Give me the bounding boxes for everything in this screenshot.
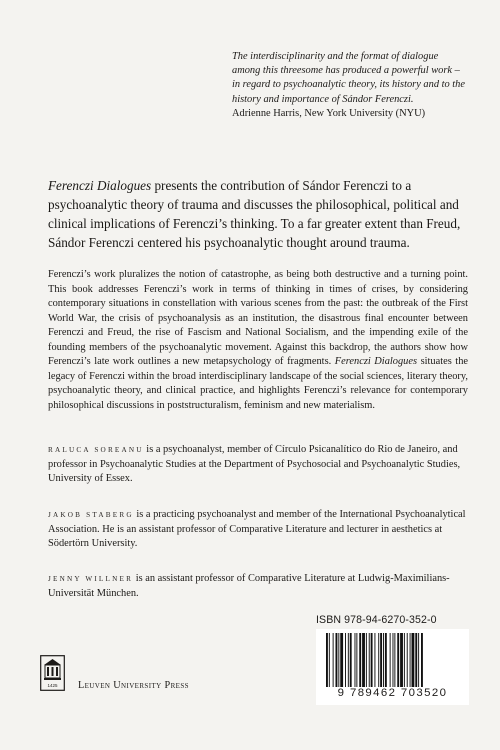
intro-text: presents the contribution of Sándor Ferenczi to a psychoanalytic theory of trauma and discusses the philosophical, political and clinical implications of Ferenczi’s thinking. To a far greater extent than Freud, Sándor Ferenczi centered his psychoanalytic thought around trauma. bbox=[48, 178, 461, 250]
description-part-2: situates the legacy of Ferenczi within the broad interdisciplinary landscape of the social sciences, literary theory, psychoanalytic theory, and clinical practice, and highlights Ferenczi’s relevance for contemporary philosophical discussions in poststructuralism, feminism and new materialism. bbox=[48, 356, 469, 411]
quote-attribution: Adrienne Harris, New York University (NYU) bbox=[232, 107, 426, 119]
endorsement-quote bbox=[232, 50, 468, 121]
intro-paragraph bbox=[48, 176, 468, 252]
author-bio-willner bbox=[48, 572, 468, 601]
description-book-title: Ferenczi Dialogues bbox=[334, 356, 418, 367]
author-bio-text: is a psychoanalyst, member of Círculo Psicanalítico do Rio de Janeiro, and professor in Psychoanalytic Studies at the Department of Psychosocial and Psychoanalytic Studies, University of Essex. bbox=[48, 444, 461, 484]
author-bio-soreanu bbox=[48, 443, 468, 487]
author-bio-staberg bbox=[48, 508, 468, 552]
author-bio-text: is an assistant professor of Comparative Literature at Ludwig-Maximilians-Universität München. bbox=[48, 573, 450, 599]
barcode-digits: 9 789462 703520 bbox=[316, 687, 469, 699]
author-name: JENNY WILLNER bbox=[48, 575, 134, 583]
author-bio-text: is a practicing psychoanalyst and member of the International Psychoanalytical Association. He is an assistant professor of Comparative Literature and lecturer in aesthetics at Södertörn University. bbox=[48, 509, 466, 549]
author-name: RALUCA SOREANU bbox=[48, 446, 144, 454]
intro-book-title: Ferenczi Dialogues bbox=[48, 178, 152, 193]
publisher-name: Leuven University Press bbox=[78, 680, 189, 691]
isbn-label: ISBN 978-94-6270-352-0 bbox=[316, 614, 437, 626]
quote-text: The interdisciplinarity and the format of dialogue among this threesome has produced a powerful work – in regard to psychoanalytic theory, its history and to the history and importance of Sándor Ferenczi. bbox=[232, 51, 465, 105]
description-part-1: Ferenczi’s work pluralizes the notion of catastrophe, as being both destructive and a turning point. This book addresses Ferenczi’s work in terms of thinking in times of crises, by considering contemporary situations in constellation with various scenes from the past: the outbreak of the First World War, the crisis of psychoanalysis as an institution, the disastrous final encounter between Ferenczi and Freud, the rise of Fascism and National Socialism, and the impending exile of the founding members of the psychoanalytic movement. Against this backdrop, the authors show how Ferenczi’s late work outlines a new metapsychology of fragments. bbox=[48, 269, 468, 367]
description-paragraph bbox=[48, 268, 468, 413]
author-name: JAKOB STABERG bbox=[48, 511, 134, 519]
barcode-bars bbox=[322, 633, 463, 689]
barcode bbox=[316, 629, 469, 705]
university-building-icon bbox=[40, 655, 65, 691]
logo-year: 1425 bbox=[47, 683, 58, 688]
